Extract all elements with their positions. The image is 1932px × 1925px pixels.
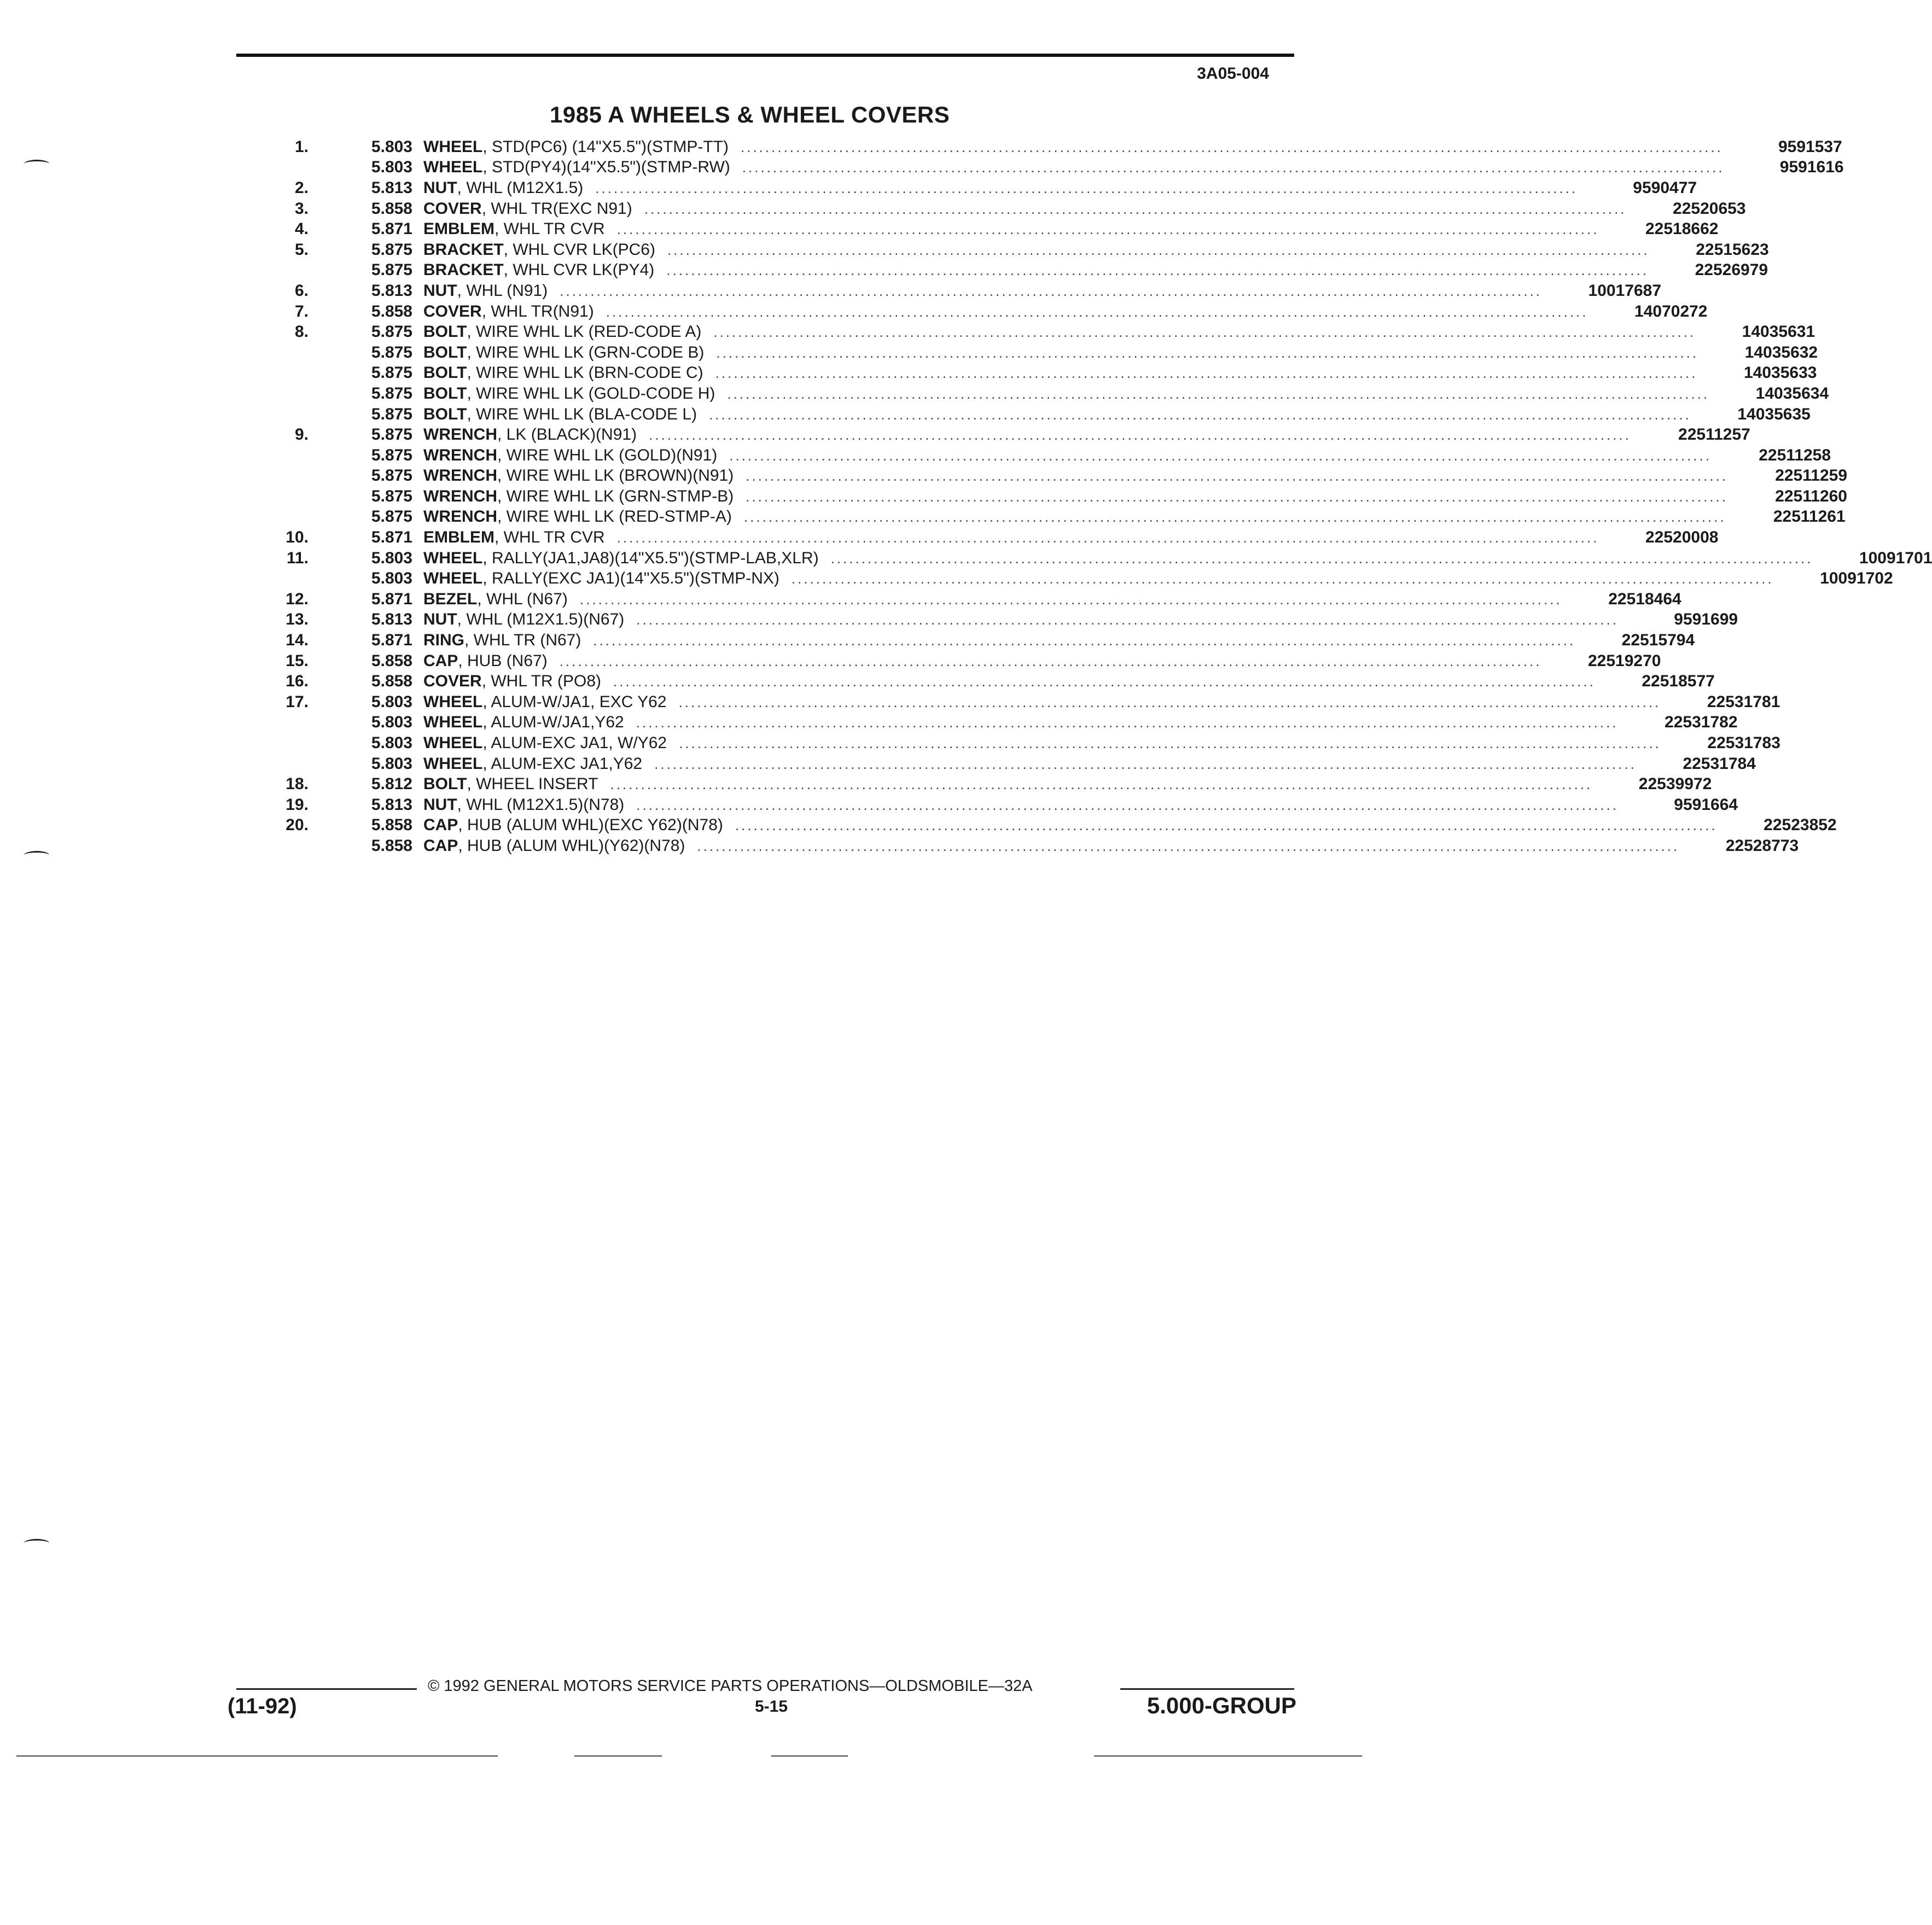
group-number: 5.858 [371,302,412,320]
parts-list [241,137,1932,856]
part-noun: BOLT [423,384,467,402]
leader-dots: ................................................................................................................................................................ [679,735,1661,752]
leader-dots: ................................................................................................................................................................ [830,550,1813,567]
leader-dots: ................................................................................................................................................................ [716,344,1699,361]
part-detail: , WHL TR CVR [494,220,605,238]
part-row [241,301,1708,322]
scan-edge-line [574,1755,662,1757]
part-noun: NUT [423,795,457,814]
part-description [423,324,1706,340]
part-row [241,754,1756,774]
part-row [241,836,1799,856]
part-detail: , WIRE WHL LK (RED-CODE A) [467,323,702,341]
item-number: 12. [286,590,309,608]
part-noun: WRENCH [423,425,497,444]
part-row [241,404,1811,425]
group-label: 5.000-GROUP [1147,1693,1296,1718]
part-detail: , WIRE WHL LK (GOLD-CODE H) [467,384,715,402]
part-description [423,714,1628,731]
part-noun: BOLT [423,343,467,361]
part-noun: WHEEL [423,754,483,773]
leader-dots: ................................................................................................................................................................ [791,570,1774,587]
part-detail: , ALUM-EXC JA1, W/Y62 [482,734,667,752]
group-number: 5.875 [371,384,412,402]
part-noun: WHEEL [423,713,483,732]
item-number: 14. [286,631,309,650]
group-number: 5.803 [371,569,412,588]
scan-edge-line [1094,1755,1362,1757]
part-noun: WHEEL [423,569,483,588]
part-number: 9590477 [1633,178,1697,197]
item-number: 7. [294,302,309,320]
leader-dots: ................................................................................................................................................................ [616,221,1599,238]
part-noun: WRENCH [423,508,497,526]
part-description [423,735,1671,751]
part-number: 10091702 [1820,569,1893,588]
leader-dots: ................................................................................................................................................................ [727,385,1710,402]
part-description [423,591,1572,608]
part-detail: , WHL TR(N91) [481,302,594,320]
part-number: 22520008 [1645,528,1719,547]
leader-dots: ................................................................................................................................................................ [735,817,1718,834]
part-noun: BRACKET [423,240,504,259]
part-noun: WHEEL [423,158,483,177]
group-number: 5.875 [371,323,412,341]
part-number: 9591699 [1674,610,1738,629]
part-detail: , WHL (M12X1.5)(N78) [457,795,625,814]
part-row [241,445,1831,466]
part-number: 14035632 [1744,343,1818,361]
leader-dots: ................................................................................................................................................................ [709,406,1691,423]
part-row [241,281,1662,301]
item-number: 3. [294,199,309,218]
part-noun: COVER [423,672,482,691]
part-number: 14035631 [1742,323,1815,341]
leader-dots: ................................................................................................................................................................ [644,200,1627,217]
part-description [423,550,1823,567]
part-row [241,240,1769,260]
group-number: 5.858 [371,672,412,691]
part-row [241,342,1818,363]
leader-dots: ................................................................................................................................................................ [713,324,1696,341]
part-noun: BEZEL [423,590,478,608]
part-detail: , LK (BLACK)(N91) [497,425,637,444]
item-number: 16. [286,672,309,691]
part-noun: COVER [423,302,482,320]
item-number: 6. [294,281,309,300]
part-row [241,548,1932,569]
leader-dots: ................................................................................................................................................................ [636,611,1619,628]
part-row [241,671,1715,692]
part-row [241,507,1846,528]
footer-rule-left [236,1688,417,1690]
leader-dots: ................................................................................................................................................................ [743,509,1726,526]
group-number: 5.803 [371,549,412,567]
group-number: 5.871 [371,631,412,650]
part-description [423,159,1735,176]
part-row [241,383,1829,404]
item-number: 8. [294,323,309,341]
binder-mark [24,851,49,859]
part-detail: , WIRE WHL LK (BROWN)(N91) [497,466,734,485]
part-description [423,447,1721,464]
part-number: 22519270 [1588,651,1661,670]
part-detail: , WIRE WHL LK (BRN-CODE C) [467,364,703,382]
leader-dots: ................................................................................................................................................................ [593,632,1576,649]
part-row [241,610,1738,631]
leader-dots: ................................................................................................................................................................ [595,179,1578,196]
leader-dots: ................................................................................................................................................................ [746,468,1729,485]
part-noun: BOLT [423,364,467,382]
leader-dots: ................................................................................................................................................................ [610,776,1593,793]
part-row [241,795,1738,815]
group-number: 5.858 [371,836,412,855]
part-description [423,694,1671,710]
part-noun: CAP [423,836,458,855]
item-number: 10. [286,528,309,547]
part-number: 22520653 [1673,199,1746,218]
part-detail: , WHL (M12X1.5)(N67) [457,610,625,629]
part-number: 22515794 [1621,631,1695,650]
item-number: 20. [286,816,309,835]
part-row [241,322,1815,342]
group-number: 5.803 [371,734,412,752]
part-detail: , ALUM-W/JA1,Y62 [482,713,624,732]
part-number: 22531781 [1707,692,1780,711]
part-row [241,651,1661,672]
leader-dots: ................................................................................................................................................................ [613,673,1596,690]
part-row [241,199,1746,219]
group-number: 5.803 [371,713,412,732]
part-detail: , WHL TR(EXC N91) [481,199,632,218]
group-number: 5.875 [371,487,412,505]
part-description [423,345,1708,361]
group-number: 5.871 [371,528,412,547]
part-description [423,139,1733,155]
top-rule [236,54,1294,57]
part-detail: , ALUM-W/JA1, EXC Y62 [482,692,667,711]
part-detail: , WIRE WHL LK (GRN-CODE B) [467,343,705,361]
group-number: 5.858 [371,651,412,670]
part-detail: , HUB (ALUM WHL)(Y62)(N78) [458,836,685,855]
group-number: 5.871 [371,220,412,238]
item-number: 19. [286,795,309,814]
part-noun: WRENCH [423,466,497,485]
part-description [423,386,1719,402]
part-description [423,180,1587,196]
group-number: 5.803 [371,158,412,177]
part-number: 10017687 [1588,281,1662,300]
leader-dots: ................................................................................................................................................................ [741,138,1723,155]
part-description [423,611,1628,628]
part-noun: CAP [423,651,458,670]
part-detail: , WHL TR (PO8) [481,672,602,691]
part-description [423,632,1585,649]
part-row [241,466,1848,487]
part-row [241,363,1817,384]
part-noun: WHEEL [423,549,483,567]
part-detail: , STD(PY4)(14"X5.5")(STMP-RW) [482,158,730,177]
part-description [423,653,1551,669]
part-noun: NUT [423,178,457,197]
part-description [423,673,1605,690]
part-noun: RING [423,631,464,650]
part-number: 22511258 [1759,446,1831,464]
group-number: 5.813 [371,281,412,300]
leader-dots: ................................................................................................................................................................ [729,447,1712,464]
part-description [423,242,1660,258]
part-number: 22511259 [1775,466,1848,485]
group-number: 5.875 [371,425,412,444]
part-number: 22526979 [1695,261,1768,279]
part-description [423,488,1738,505]
part-noun: WHEEL [423,692,483,711]
part-number: 10091701 [1859,549,1932,567]
part-number: 22528773 [1725,836,1799,855]
item-number: 18. [286,775,309,794]
part-row [241,589,1681,610]
item-number: 1. [294,137,309,156]
scan-edge-line [771,1755,848,1757]
page-number: 5-15 [755,1698,788,1716]
part-number: 22511261 [1773,508,1846,526]
group-number: 5.803 [371,137,412,156]
item-number: 9. [294,425,309,444]
part-detail: , ALUM-EXC JA1,Y62 [482,754,643,773]
leader-dots: ................................................................................................................................................................ [606,303,1588,320]
leader-dots: ................................................................................................................................................................ [579,591,1562,608]
part-row [241,219,1719,240]
group-number: 5.813 [371,610,412,629]
part-number: 22518464 [1608,590,1681,608]
scan-edge-line [16,1755,498,1757]
part-description [423,468,1738,484]
part-number: 9591616 [1779,158,1844,177]
part-row [241,713,1738,733]
part-noun: NUT [423,281,457,300]
part-number: 22531783 [1707,734,1780,752]
part-number: 22511257 [1678,425,1750,444]
part-description [423,427,1641,443]
part-number: 22515623 [1696,240,1769,259]
part-number: 22518577 [1642,672,1715,691]
part-noun: BRACKET [423,261,504,279]
part-noun: EMBLEM [423,220,494,238]
part-number: 22523852 [1764,816,1837,835]
group-number: 5.813 [371,795,412,814]
edition-date: (11-92) [228,1694,297,1718]
part-detail: , WHL CVR LK(PC6) [503,240,655,259]
footer-rule-right [1120,1688,1294,1690]
leader-dots: ................................................................................................................................................................ [666,262,1649,279]
part-number: 22539972 [1638,775,1712,794]
part-detail: , HUB (ALUM WHL)(EXC Y62)(N78) [458,816,723,835]
group-number: 5.875 [371,343,412,361]
part-noun: NUT [423,610,457,629]
part-detail: , WHL TR (N67) [464,631,581,650]
part-row [241,527,1719,548]
part-detail: , WIRE WHL LK (RED-STMP-A) [497,508,732,526]
part-description [423,406,1701,423]
part-row [241,733,1780,754]
group-number: 5.875 [371,261,412,279]
page-code: 3A05-004 [1197,65,1269,83]
group-number: 5.875 [371,240,412,259]
part-detail: , RALLY(EXC JA1)(14"X5.5")(STMP-NX) [482,569,779,588]
part-number: 14035635 [1737,405,1811,423]
group-number: 5.875 [371,364,412,382]
part-row [241,568,1893,589]
group-number: 5.858 [371,199,412,218]
part-row [241,630,1695,651]
part-detail: , HUB (N67) [458,651,548,670]
part-noun: BOLT [423,323,467,341]
part-detail: , WHL TR CVR [494,528,605,547]
part-description [423,570,1784,587]
part-noun: COVER [423,199,482,218]
page-title: 1985 A WHEELS & WHEEL COVERS [550,102,950,127]
group-number: 5.858 [371,816,412,835]
part-detail: , RALLY(JA1,JA8)(14"X5.5")(STMP-LAB,XLR) [482,549,819,567]
part-description [423,756,1646,772]
part-row [241,178,1697,199]
part-row [241,692,1780,713]
leader-dots: ................................................................................................................................................................ [654,755,1637,772]
leader-dots: ................................................................................................................................................................ [742,159,1725,176]
part-number: 22531784 [1683,754,1756,773]
item-number: 11. [286,549,309,567]
part-number: 22518662 [1645,220,1719,238]
item-number: 5. [294,240,309,259]
part-row [241,815,1837,836]
leader-dots: ................................................................................................................................................................ [667,241,1650,258]
part-detail: , WIRE WHL LK (GOLD)(N91) [497,446,718,464]
group-number: 5.803 [371,692,412,711]
leader-dots: ................................................................................................................................................................ [560,282,1543,299]
part-detail: , WIRE WHL LK (BLA-CODE L) [467,405,697,423]
part-number: 9591664 [1674,795,1738,814]
part-detail: , WHEEL INSERT [467,775,598,794]
part-number: 14035633 [1743,364,1817,382]
copyright-notice: © 1992 GENERAL MOTORS SERVICE PARTS OPERATIONS—OLDSMOBILE—32A [428,1677,1033,1695]
leader-dots: ................................................................................................................................................................ [697,837,1680,854]
group-number: 5.812 [371,775,412,794]
leader-dots: ................................................................................................................................................................ [636,714,1619,731]
part-row [241,424,1750,445]
part-description [423,797,1628,813]
part-description [423,365,1707,381]
part-detail: , STD(PC6) (14"X5.5")(STMP-TT) [482,137,729,156]
group-number: 5.875 [371,466,412,485]
part-row [241,137,1842,158]
part-number: 9591537 [1778,137,1842,156]
item-number: 13. [286,610,309,629]
part-row [241,260,1768,281]
part-noun: BOLT [423,775,467,794]
leader-dots: ................................................................................................................................................................ [649,427,1631,444]
leader-dots: ................................................................................................................................................................ [636,796,1619,813]
leader-dots: ................................................................................................................................................................ [746,488,1728,505]
part-noun: WRENCH [423,487,497,505]
part-description [423,838,1689,854]
part-noun: BOLT [423,405,467,423]
part-number: 22531782 [1665,713,1738,732]
part-detail: , WHL CVR LK(PY4) [503,261,655,279]
item-number: 15. [286,651,309,670]
part-noun: EMBLEM [423,528,494,547]
part-noun: WHEEL [423,734,483,752]
part-description [423,221,1609,237]
part-row [241,486,1847,507]
group-number: 5.875 [371,446,412,464]
part-description [423,304,1598,320]
leader-dots: ................................................................................................................................................................ [559,652,1542,669]
group-number: 5.803 [371,754,412,773]
part-row [241,158,1844,178]
part-description [423,509,1736,525]
item-number: 4. [294,220,309,238]
group-number: 5.875 [371,405,412,423]
item-number: 2. [294,178,309,197]
part-description [423,817,1727,833]
part-description [423,283,1552,299]
binder-mark [24,160,49,168]
part-description [423,776,1602,792]
part-noun: CAP [423,816,458,835]
part-number: 14070272 [1634,302,1708,320]
leader-dots: ................................................................................................................................................................ [616,529,1599,546]
part-noun: WRENCH [423,446,497,464]
part-number: 14035634 [1755,384,1829,402]
item-number: 17. [286,692,309,711]
part-description [423,201,1637,217]
part-number: 22511260 [1775,487,1847,505]
part-noun: WHEEL [423,137,483,156]
part-detail: , WHL (N91) [457,281,548,300]
group-number: 5.871 [371,590,412,608]
part-detail: , WIRE WHL LK (GRN-STMP-B) [497,487,734,505]
part-detail: , WHL (M12X1.5) [457,178,584,197]
part-description [423,529,1609,546]
group-number: 5.875 [371,508,412,526]
leader-dots: ................................................................................................................................................................ [715,365,1698,382]
group-number: 5.813 [371,178,412,197]
part-detail: , WHL (N67) [477,590,568,608]
binder-mark [24,1539,49,1547]
part-description [423,262,1659,278]
part-row [241,774,1712,795]
leader-dots: ................................................................................................................................................................ [678,693,1661,710]
